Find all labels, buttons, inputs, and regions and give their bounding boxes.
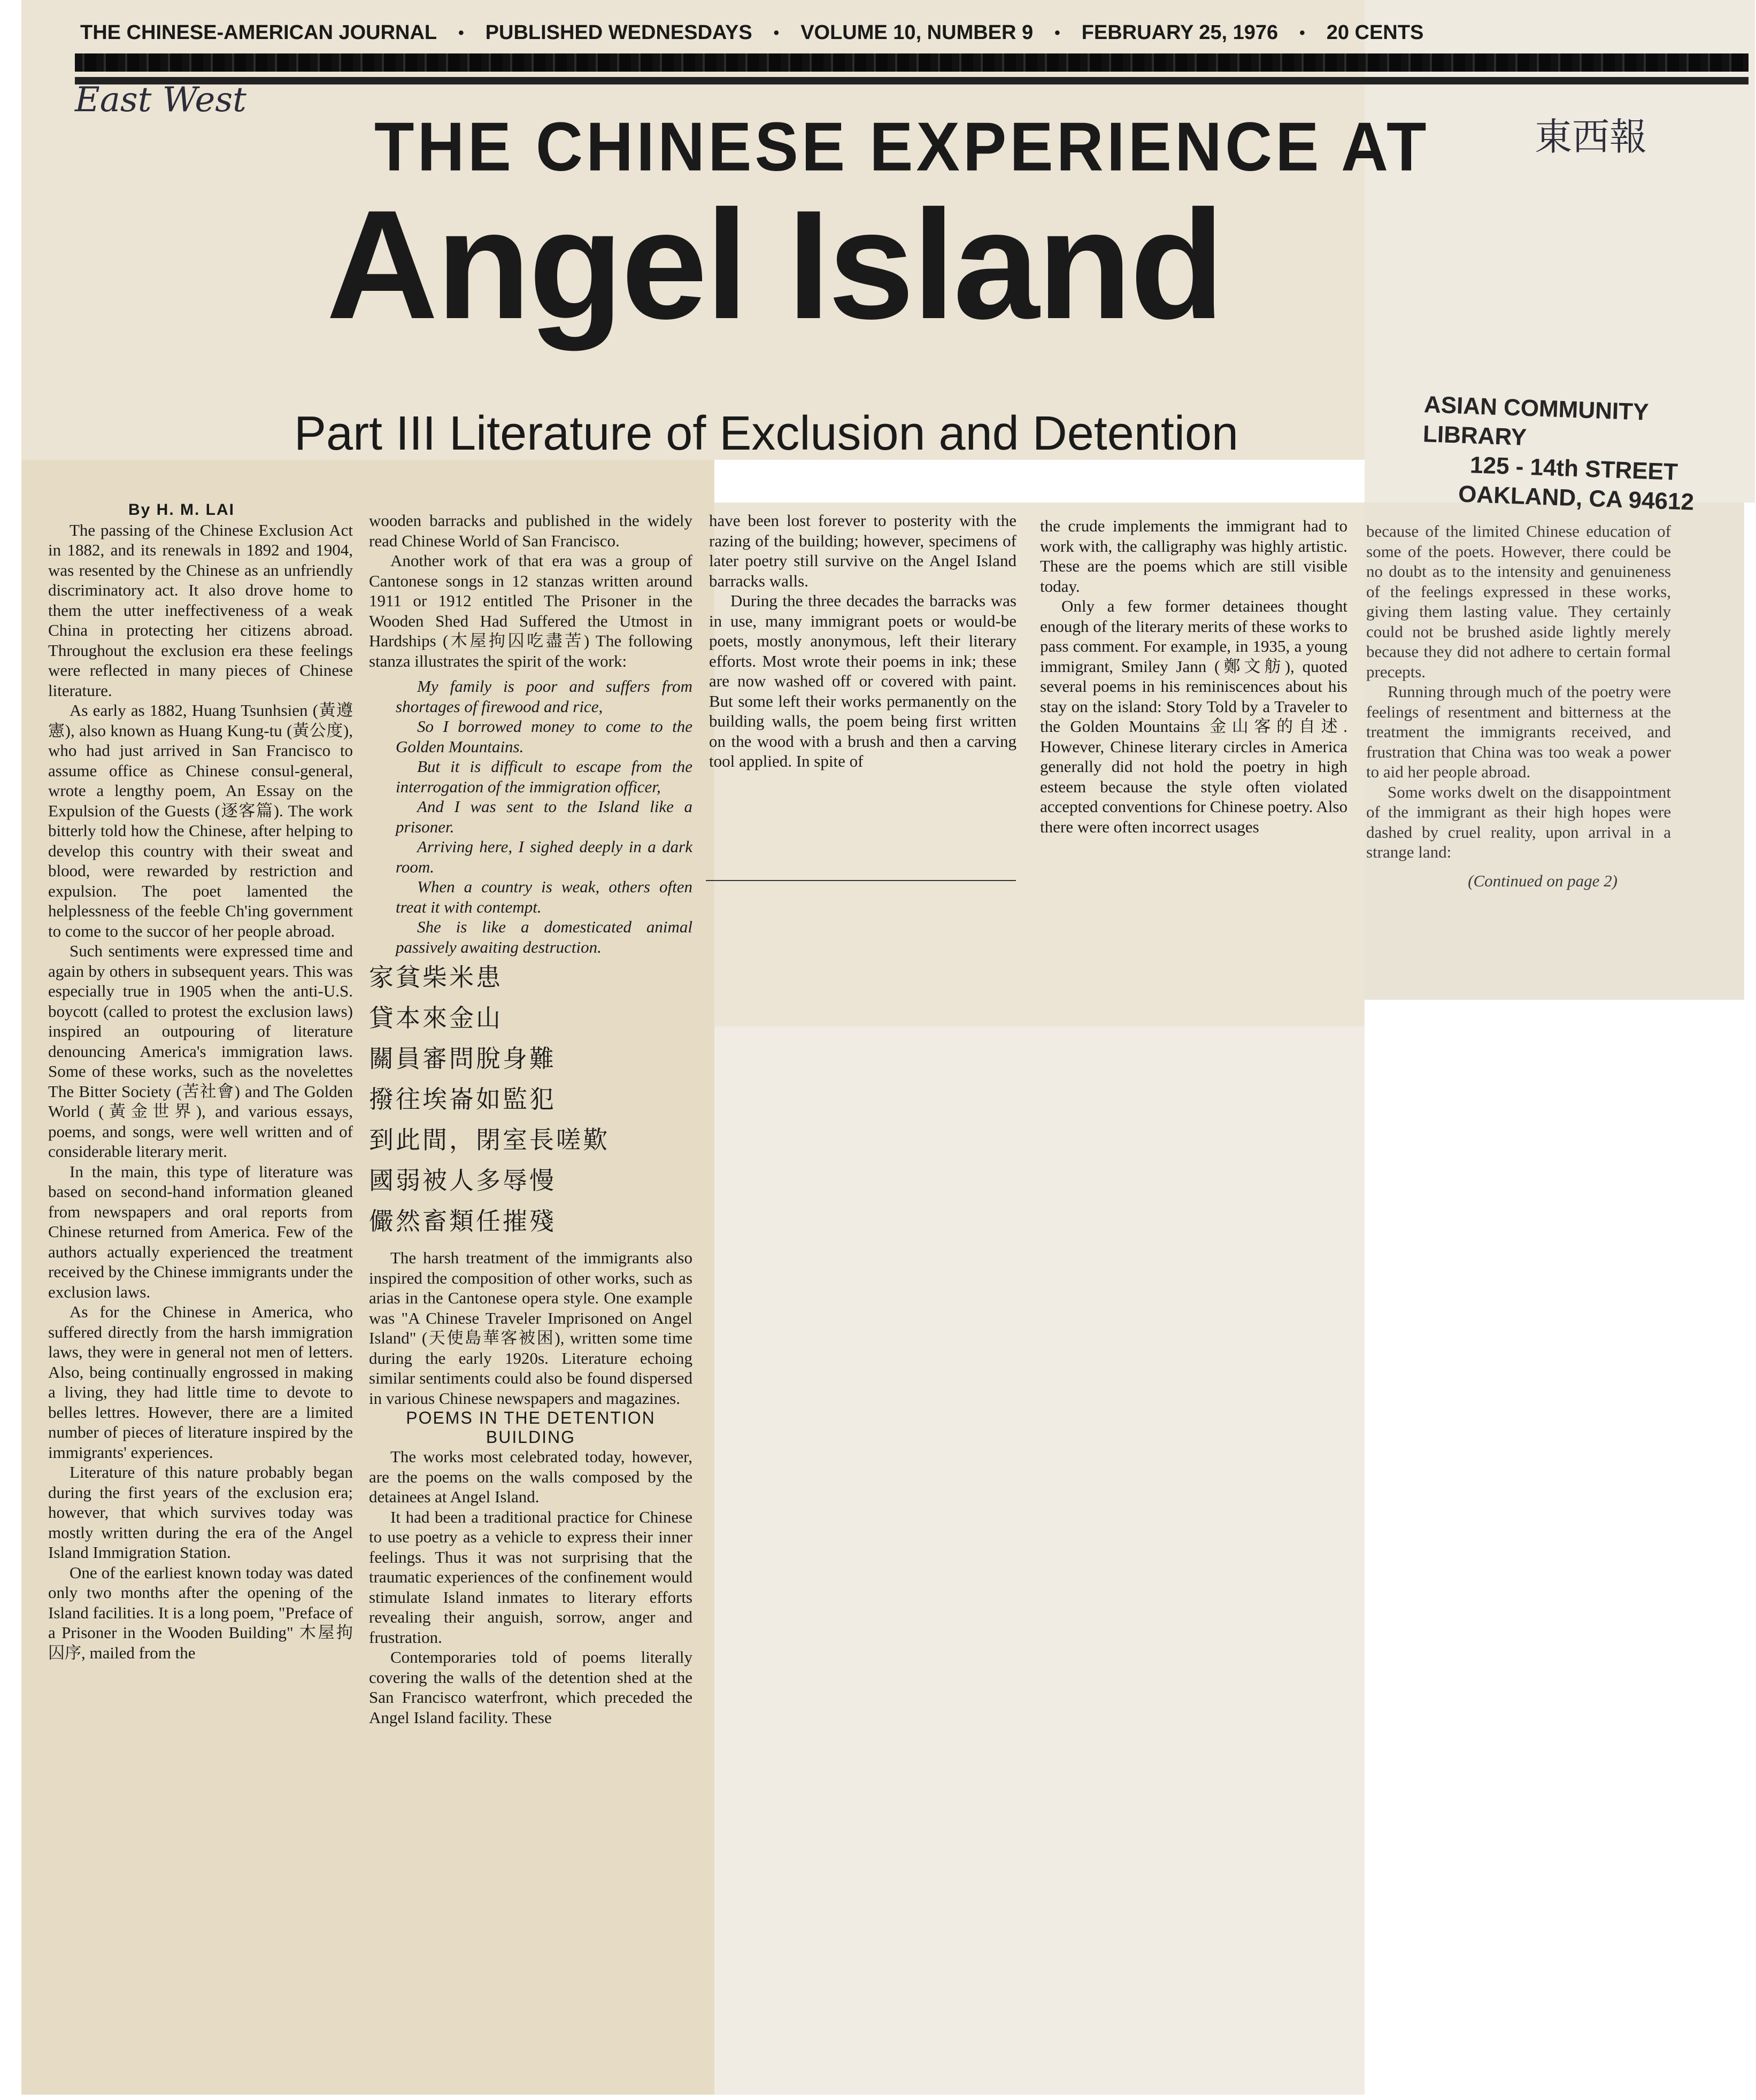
stamp-line: OAKLAND, CA 94612 <box>1458 481 1695 515</box>
paragraph: Only a few former detainees thought enough of the literary merits of these works to pass comment. For example, in 1935, a young immigrant, Smiley Jann (鄭文舫), quoted several poems in his reminiscences about his stay on the island: Story Told by a Traveler to the Golden Mountains 金山客的自述. However, Chinese literary circles in America generally did not hold the poetry in high esteem because the style often violated accepted conventions for Chinese poetry. Also there were often incorrect usages <box>1040 597 1347 836</box>
paragraph: It had been a traditional practice for Chinese to use poetry as a vehicle to express their inner feelings. Thus it was not surprising that the traumatic experiences of the confinement would stimulate Island inmates to literary efforts revealing their anguish, sorrow, anger and frustration. <box>369 1507 692 1647</box>
translated-stanza <box>369 676 692 957</box>
chinese-verse-line: 撥往埃崙如監犯 <box>369 1085 556 1114</box>
article-column-5 <box>1366 521 1671 891</box>
headline-main: Angel Island <box>326 178 1223 351</box>
paragraph: Another work of that era was a group of Cantonese songs in 12 stanzas written around 1911 or 1912 entitled The Prisoner in the Wooden Shed Had Suffered the Utmost in Hardships (木屋拘囚吃盡苦) The following stanza illustrates the spirit of the work: <box>369 551 692 670</box>
verse-line: My family is poor and suffers from shortages of firewood and rice, <box>396 677 692 716</box>
masthead-separator: • <box>773 24 780 42</box>
paragraph: because of the limited Chinese education of some of the poets. However, there could be no doubt as to the intensity and genuineness of the feelings expressed in these works, giving them lasting value. They certainly could not be brushed aside lightly merely because they did not adhere to certain formal precepts. <box>1366 522 1671 681</box>
verse-line: When a country is weak, others often treat it with contempt. <box>396 877 692 916</box>
verse-line: But it is difficult to escape from the interrogation of the immigration officer, <box>396 757 692 796</box>
verse-line: Arriving here, I sighed deeply in a dark room. <box>396 837 692 876</box>
masthead-paper: THE CHINESE-AMERICAN JOURNAL <box>80 21 437 44</box>
chinese-verse-line: 到此間，閉室長嗟歎 <box>369 1125 610 1154</box>
backing-paper <box>714 1026 1365 2095</box>
paragraph: the crude implements the immigrant had to work with, the calligraphy was highly artistic. These are the poems which are still visible today. <box>1040 516 1347 596</box>
stamp-line: 125 - 14th STREET <box>1469 452 1678 485</box>
paragraph: As early as 1882, Huang Tsunhsien (黃遵憲), also known as Huang Kung-tu (黃公度), who had just arrived in San Francisco to assume office as Chinese consul-general, wrote a lengthy poem, An Essay on the Expulsion of the Guests (逐客篇). The work bitterly told how the Chinese, after helping to develop this country with their sweat and blood, were rewarded by restriction and expulsion. The poet lamented the helplessness of the feeble Ch'ing government to come to the succor of her people abroad. <box>48 701 353 940</box>
handwritten-note-left: East West <box>75 80 247 120</box>
paragraph: have been lost forever to posterity with the razing of the building; however, specimens of later poetry still survive on the Angel Island barracks walls. <box>709 511 1016 590</box>
masthead-separator: • <box>1054 24 1060 42</box>
masthead <box>80 21 1631 44</box>
masthead-schedule: PUBLISHED WEDNESDAYS <box>485 21 752 44</box>
byline: By H. M. LAI <box>128 501 235 519</box>
paragraph: The works most celebrated today, however, are the poems on the walls composed by the detainees at Angel Island. <box>369 1447 692 1506</box>
chinese-verse-line: 貸本來金山 <box>369 1003 503 1032</box>
column-end-rule <box>706 880 1016 881</box>
masthead-separator: • <box>1299 24 1305 42</box>
paragraph: Such sentiments were expressed time and again by others in subsequent years. This was especially true in 1905 when the anti-U.S. boycott (called to protest the exclusion laws) inspired an outpouring of literature denouncing America's immigration laws. Some of these works, such as the novelettes The Bitter Society (苦社會) and The Golden World (黃金世界), and various essays, poems, and songs, were well written and of considerable literary merit. <box>48 941 353 1161</box>
paragraph: wooden barracks and published in the widely read Chinese World of San Francisco. <box>369 511 692 550</box>
article-column-2 <box>369 511 692 1727</box>
masthead-separator: • <box>458 24 464 42</box>
masthead-rule <box>75 53 1749 72</box>
paragraph: Running through much of the poetry were feelings of resentment and bitterness at the treatment the immigrants received, and frustration that China was too weak a power to aid her people abroad. <box>1366 682 1671 781</box>
continued-note: (Continued on page 2) <box>1468 871 1618 890</box>
paragraph: As for the Chinese in America, who suffered directly from the harsh immigration laws, they were in general not men of letters. Also, being continually engrossed in making a living, they had little time to devote to belles lettres. However, there are a limited number of pieces of literature inspired by the immigrants' experiences. <box>48 1302 353 1462</box>
paragraph: Some works dwelt on the disappointment of the immigrant as their high hopes were dashed by cruel reality, upon arrival in a strange land: <box>1366 782 1671 861</box>
paragraph: Contemporaries told of poems literally covering the walls of the detention shed at the San Francisco waterfront, which preceded the Angel Island facility. These <box>369 1648 692 1727</box>
verse-line: So I borrowed money to come to the Golden Mountains. <box>396 717 692 756</box>
paragraph: One of the earliest known today was dated only two months after the opening of the Island facilities. It is a long poem, "Preface of a Prisoner in the Wooden Building" 木屋拘囚序, mailed from the <box>48 1563 353 1662</box>
masthead-volume: VOLUME 10, NUMBER 9 <box>800 21 1034 44</box>
masthead-rule-thin <box>75 77 1749 84</box>
chinese-stanza <box>369 957 692 1241</box>
headline-subtitle: Part III Literature of Exclusion and Detention <box>294 407 1238 460</box>
article-column-3 <box>709 511 1016 771</box>
paragraph: In the main, this type of literature was based on second-hand information gleaned from newspapers and oral reports from Chinese returned from America. Few of the authors actually experienced the treatment received by the Chinese immigrants under the exclusion laws. <box>48 1162 353 1301</box>
handwritten-note-right: 東西報 <box>1535 115 1647 159</box>
library-stamp <box>1420 390 1756 519</box>
paragraph: During the three decades the barracks was in use, many immigrant poets or would-be poets, mostly anonymous, left their literary efforts. Most wrote their poems in ink; these are now washed off or covered with paint. But some left their works permanently on the building walls, the poem being first written on the wood with a brush and then a carving tool applied. In spite of <box>709 591 1016 770</box>
article-column-1 <box>48 500 353 1663</box>
paragraph: The passing of the Chinese Exclusion Act in 1882, and its renewals in 1892 and 1904, was resented by the Chinese as an unfriendly discriminatory act. It also drove home to them the utter ineffectiveness of a weak China in protecting her citizens abroad. Throughout the exclusion era these feelings were reflected in many pieces of Chinese literature. <box>48 520 353 700</box>
paragraph: The harsh treatment of the immigrants also inspired the composition of other works, such as arias in the Cantonese opera style. One example was "A Chinese Traveler Imprisoned on Angel Island" (天使島華客被困), written some time during the early 1920s. Literature echoing similar sentiments could also be found dispersed in various Chinese newspapers and magazines. <box>369 1248 692 1408</box>
chinese-verse-line: 關員審問脫身難 <box>369 1044 556 1073</box>
headline-kicker: THE CHINESE EXPERIENCE AT <box>374 108 1430 186</box>
chinese-verse-line: 家貧柴米患 <box>369 963 503 992</box>
chinese-verse-line: 國弱被人多辱慢 <box>369 1166 556 1195</box>
section-subhead: POEMS IN THE DETENTION BUILDING <box>406 1408 656 1447</box>
verse-line: And I was sent to the Island like a prisoner. <box>396 797 692 836</box>
masthead-date: FEBRUARY 25, 1976 <box>1081 21 1279 44</box>
masthead-price: 20 CENTS <box>1326 21 1424 44</box>
article-column-4 <box>1040 516 1347 837</box>
stamp-line: ASIAN COMMUNITY LIBRARY <box>1422 391 1649 451</box>
verse-line: She is like a domesticated animal passively awaiting destruction. <box>396 917 692 956</box>
paragraph: Literature of this nature probably began during the first years of the exclusion era; however, that which survives today was mostly written during the era of the Angel Island Immigration Station. <box>48 1463 353 1562</box>
chinese-verse-line: 儼然畜類任摧殘 <box>369 1207 556 1236</box>
